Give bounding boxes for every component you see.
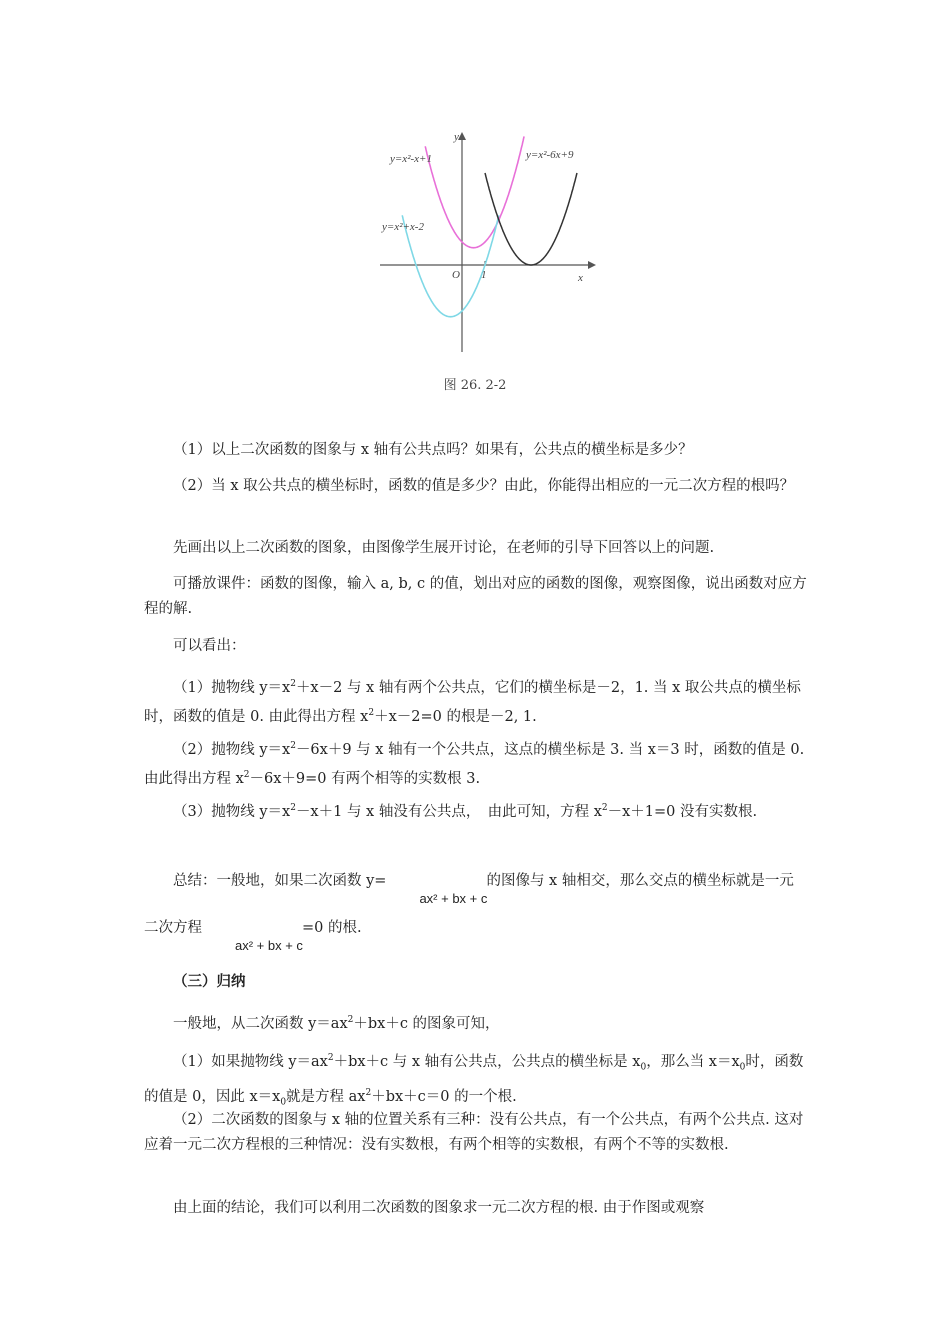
formula-object [202,912,303,953]
summary-text: =0 的根. [302,920,362,936]
label-pink-curve: y=x²-x+1 [390,153,432,165]
curve-x2-minus-6x-plus-9 [485,173,577,265]
curve-x2-minus-x-plus-1 [425,136,524,247]
conclusion-2: （2）二次函数的图象与 x 轴的位置关系有三种：没有公共点，有一个公共点，有两个公共点. 这对应着一元二次方程根的三种情况：没有实数根，有两个相等的实数根，有两个不等的实数根. [144,1112,804,1153]
superscript: 2 [290,803,296,813]
graph-svg [376,124,608,356]
summary-text: 总结：一般地，如果二次函数 y= [173,873,387,889]
section-heading: （三）归纳 [173,974,246,990]
label-black-curve: y=x²-6x+9 [526,149,574,161]
paragraph-observe: 可以看出： [173,638,246,654]
closing-paragraph: 由上面的结论，我们可以利用二次函数的图象求一元二次方程的根. 由于作图或观察 [173,1200,705,1216]
label-cyan-curve: y=x²+x-2 [382,221,424,233]
question-1: （1）以上二次函数的图象与 x 轴有公共点吗？如果有，公共点的横坐标是多少？ [173,442,693,458]
superscript: 2 [290,679,296,689]
formula-text: ax² + bx + c [235,938,303,953]
answer-2-text: －6x＋9=0 有两个相等的实数根 3. [249,770,481,787]
y-axis-arrow [458,132,466,140]
paragraph-courseware: 可播放课件：函数的图像，输入 a, b, c 的值，划出对应的函数的图像，观察图像，说出函数对应方程的解. [144,576,807,617]
conclusion-1 [144,1046,808,1115]
superscript: 2 [290,741,296,751]
superscript: 2 [243,769,250,780]
answer-1 [144,672,808,730]
answer-2-text: （2）抛物线 y＝x [173,741,291,758]
conclusion-1-text: ＋bx＋c 与 x 轴有公共点，公共点的横坐标是 x [333,1053,641,1070]
superscript: 2 [327,1053,334,1063]
superscript: 2 [601,803,608,813]
tick-one-label: 1 [481,269,487,281]
generalization [144,1008,808,1037]
conclusion-1-text: 时，函数的值是 0，因此 x＝x [144,1053,804,1105]
answer-3 [144,796,808,825]
subscript: 0 [640,1062,647,1073]
figure-caption: 图 26. 2-2 [443,378,507,393]
subscript: 0 [739,1062,746,1073]
paragraph-discussion: 先画出以上二次函数的图象，由图像学生展开讨论，在老师的引导下回答以上的问题. [173,540,715,556]
conclusion-1-text: ，那么当 x＝x [646,1053,740,1070]
superscript: 2 [347,1015,354,1025]
x-axis-arrow [588,261,596,269]
conclusion-1-text: ＋bx＋c＝0 的一个根. [371,1088,517,1105]
answer-1-text: ＋x－2=0 的根是－2, 1. [374,708,537,725]
subscript: 0 [280,1097,287,1108]
superscript: 2 [368,707,375,718]
answer-2-text: －6x＋9 与 x 轴有一个公共点，这点的横坐标是 3. 当 x＝3 时，函数的值是 0. 由此得出方程 x [144,741,805,787]
generalization-text: 一般地，从二次函数 y＝ax [173,1015,348,1032]
answer-3-text: －x＋1=0 没有实数根. [607,803,758,820]
answer-1-text: ＋x－2 与 x 轴有两个公共点，它们的横坐标是－2，1. 当 x 取公共点的横坐标时，函数的值是 0. 由此得出方程 x [144,679,801,725]
answer-3-text: （3）抛物线 y＝x [173,803,291,820]
summary [144,858,808,952]
conclusion-1-text: 就是方程 ax [286,1088,366,1105]
conclusion-1-text: （1）如果抛物线 y＝ax [173,1053,328,1070]
generalization-text: ＋bx＋c 的图象可知， [353,1015,500,1032]
origin-label: O [452,269,460,281]
answer-3-text: －x＋1 与 x 轴没有公共点， 由此可知，方程 x [295,803,602,820]
function-graph-figure [376,124,608,356]
question-2: （2）当 x 取公共点的横坐标时，函数的值是多少？由此，你能得出相应的一元二次方程的根吗？ [173,478,795,494]
summary-text: 的图像与 x 轴相交，那么交点的横坐标就是一元二次方程 [144,873,794,936]
formula-text: ax² + bx + c [419,891,488,906]
formula-object [386,865,488,906]
superscript: 2 [365,1087,372,1098]
answer-2 [144,734,808,792]
x-axis-label: x [578,272,583,284]
answer-1-text: （1）抛物线 y＝x [173,679,291,696]
y-axis-label: y [454,131,459,143]
